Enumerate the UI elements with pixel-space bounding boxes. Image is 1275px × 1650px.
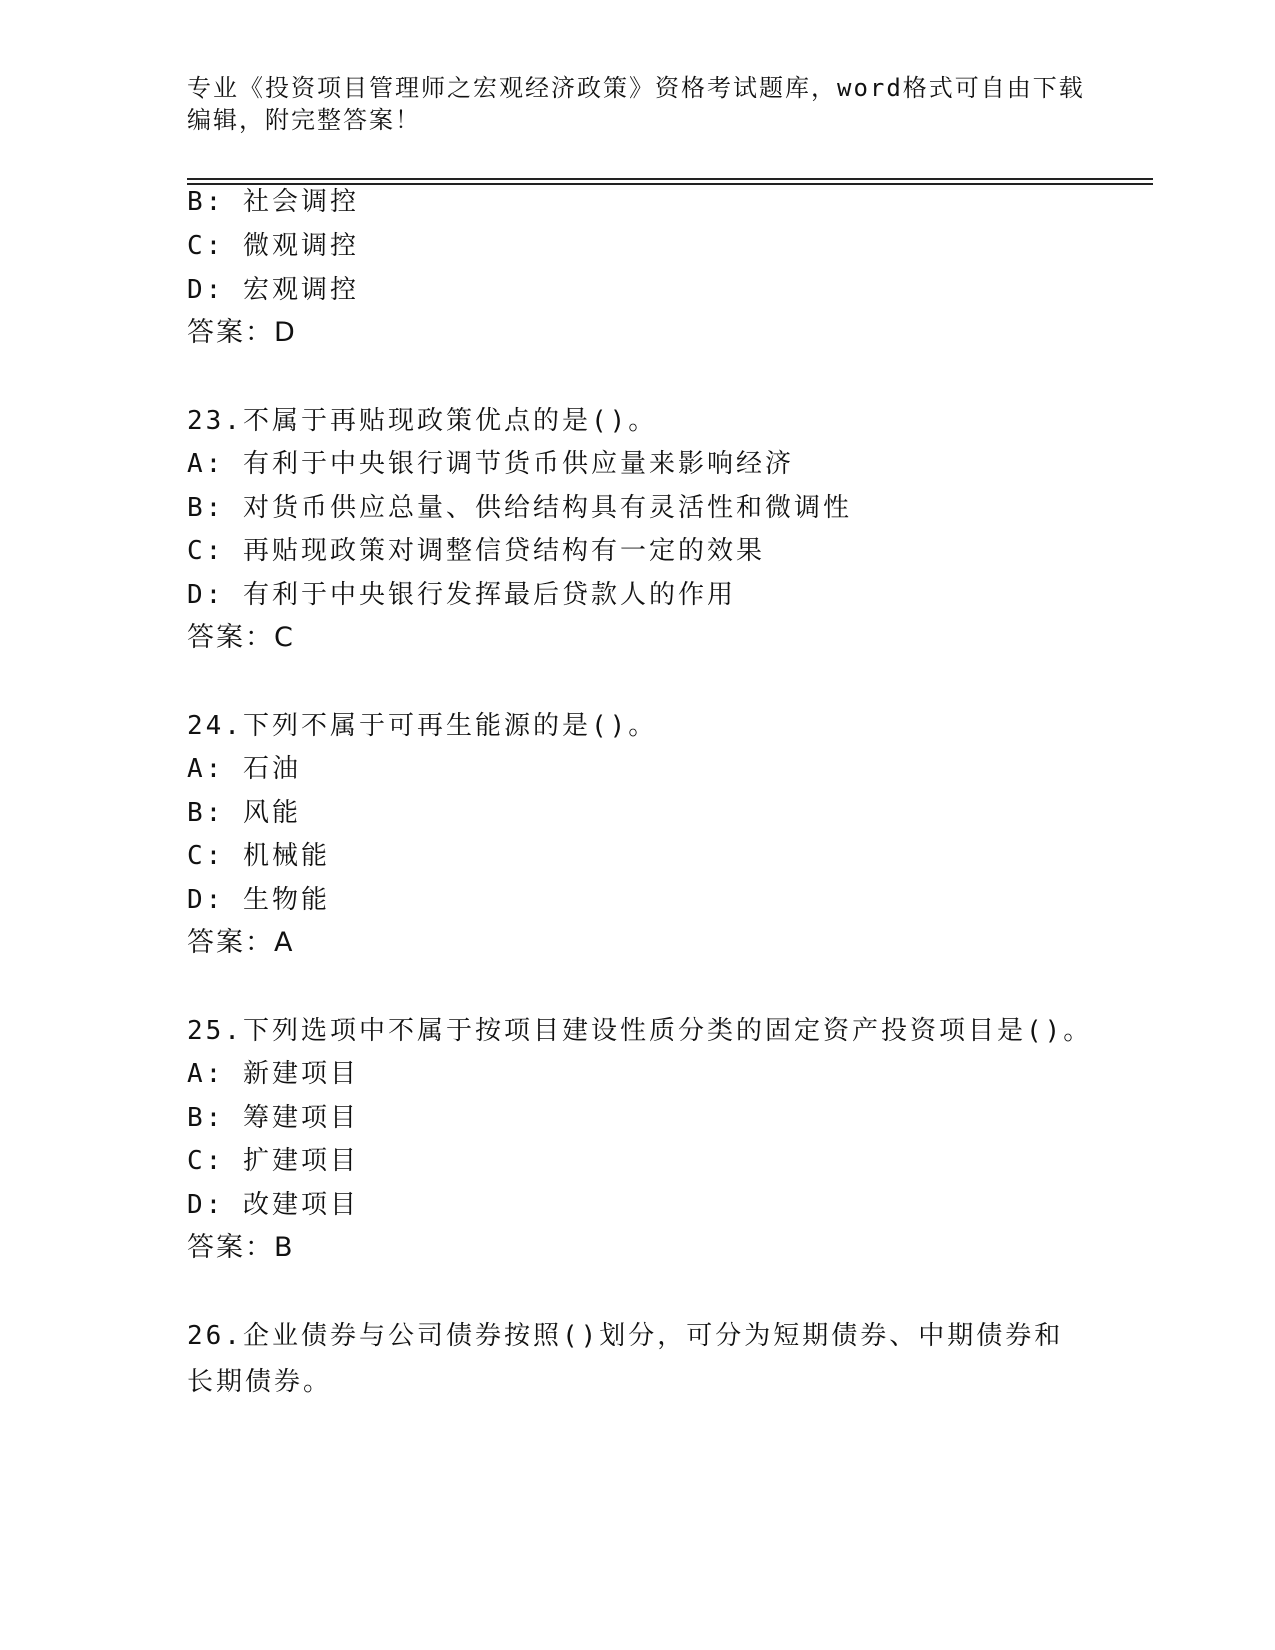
header-rule-bottom [187, 183, 1153, 185]
option-a: A: 新建项目 [187, 1059, 359, 1089]
option-b: B: 对货币供应总量、供给结构具有灵活性和微调性 [187, 493, 852, 523]
question-25: 25.下列选项中不属于按项目建设性质分类的固定资产投资项目是()。 [187, 1016, 1093, 1046]
option-a: A: 石油 [187, 754, 301, 784]
option-c: C: 微观调控 [187, 231, 359, 261]
option-b: B: 社会调控 [187, 187, 359, 217]
option-b: B: 筹建项目 [187, 1103, 359, 1133]
document-header: 专业《投资项目管理师之宏观经济政策》资格考试题库，word格式可自由下载编辑，附完整答案！ [187, 74, 1085, 134]
header-rule-top [187, 178, 1153, 180]
option-a: A: 有利于中央银行调节货币供应量来影响经济 [187, 449, 794, 479]
option-c: C: 扩建项目 [187, 1146, 359, 1176]
option-d: D: 有利于中央银行发挥最后贷款人的作用 [187, 580, 736, 610]
answer: 答案：B [187, 1232, 295, 1263]
option-d: D: 宏观调控 [187, 275, 359, 305]
question-24: 24.下列不属于可再生能源的是()。 [187, 711, 658, 741]
answer: 答案：A [187, 927, 295, 958]
option-c: C: 再贴现政策对调整信贷结构有一定的效果 [187, 536, 765, 566]
option-c: C: 机械能 [187, 841, 330, 871]
option-b: B: 风能 [187, 798, 301, 828]
option-d: D: 改建项目 [187, 1190, 359, 1220]
answer: 答案：D [187, 317, 297, 348]
option-d: D: 生物能 [187, 885, 330, 915]
question-23: 23.不属于再贴现政策优点的是()。 [187, 406, 658, 436]
answer: 答案：C [187, 622, 295, 653]
question-26: 26.企业债券与公司债券按照()划分，可分为短期债券、中期债券和长期债券。 [187, 1321, 1064, 1397]
